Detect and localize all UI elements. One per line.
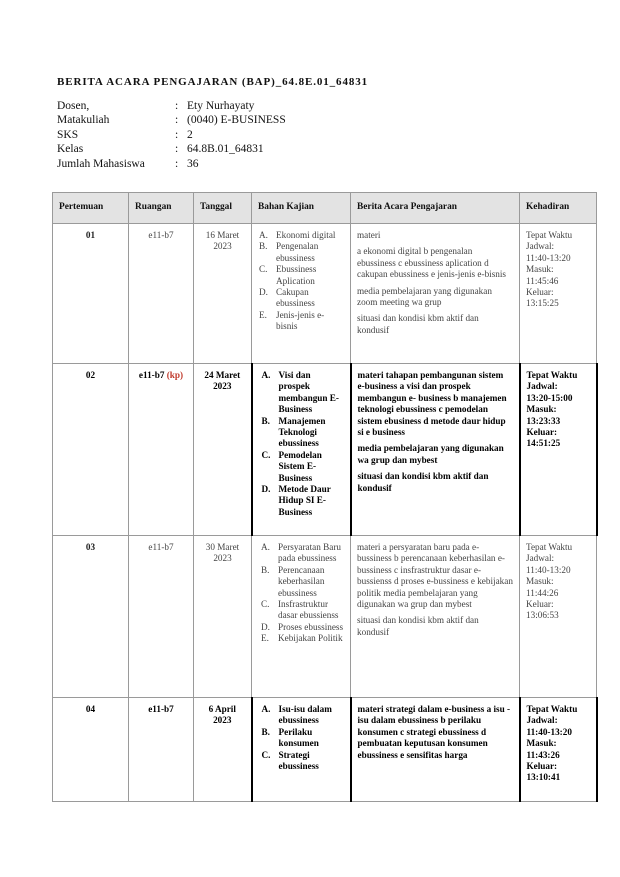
kehadiran-line: Jadwal:	[526, 241, 555, 252]
header-berita-acara: Berita Acara Pengajaran	[351, 193, 520, 224]
cell-berita-acara	[351, 364, 520, 536]
table-row	[53, 364, 597, 536]
kehadiran-line: Keluar:	[526, 287, 554, 298]
meta-value: 2	[187, 128, 193, 141]
berita-paragraph: materi a persyaratan baru pada e-bussiness b perencanaan keberhasilan e-bussiness c insfrastruktur dasar e-bussienss d proses e-bussiness e kebijakan politik media pembelajaran yang digunakan wa grup dan mybest	[357, 542, 513, 610]
meta-colon: :	[175, 114, 179, 127]
cell-pertemuan	[53, 698, 129, 802]
kehadiran-status: Tepat Waktu	[526, 542, 573, 552]
kehadiran-line: 13:20-15:00	[526, 392, 573, 403]
kehadiran-line: 11:43:26	[526, 749, 560, 760]
kehadiran-line: Jadwal:	[526, 715, 558, 726]
kehadiran-line: 11:40-13:20	[526, 564, 571, 575]
cell-kehadiran	[520, 698, 597, 802]
list-item: E. Jenis-jenis e-bisnis	[259, 309, 325, 332]
berita-paragraph: materi	[357, 230, 381, 240]
kehadiran-line: 13:06:53	[526, 610, 559, 621]
pertemuan-number: 03	[85, 542, 96, 552]
berita-paragraph: a ekonomi digital b pengenalan ebussiness c ebussiness aplication d cakupan ebussiness e jenis-jenis e-bisnis	[357, 246, 507, 280]
ruangan-code: e11-b7	[148, 230, 174, 240]
kehadiran-line: Masuk:	[526, 404, 557, 415]
list-item: B. Perencanaan keberhasilan ebussiness	[261, 564, 325, 598]
cell-bahan-kajian	[252, 698, 351, 802]
list-item: B. Manajemen Teknologi ebussiness	[261, 415, 326, 449]
kehadiran-status: Tepat Waktu	[526, 370, 578, 380]
cell-ruangan	[129, 698, 194, 802]
ruangan-code: e11-b7	[138, 370, 165, 380]
bap-table	[52, 192, 598, 802]
cell-bahan-kajian	[252, 224, 351, 364]
kehadiran-line: 13:10:41	[526, 772, 561, 783]
kehadiran-line: Masuk:	[526, 738, 557, 749]
list-item: C. Ebussiness Aplication	[259, 264, 317, 286]
kehadiran-line: 11:44:26	[526, 587, 559, 598]
kehadiran-line: Keluar:	[526, 427, 558, 438]
berita-paragraph: media pembelajaran yang digunakan wa grup dan mybest	[357, 443, 504, 465]
table-header-row	[53, 193, 597, 224]
ruangan-code: e11-b7	[148, 542, 174, 552]
list-item: D. Proses ebussiness	[261, 621, 344, 632]
cell-tanggal	[194, 536, 252, 698]
kehadiran-line: Jadwal:	[526, 553, 555, 564]
list-item: A. Persyaratan Baru pada ebussiness	[261, 542, 342, 564]
meta-colon: :	[175, 157, 179, 170]
meta-label: Matakuliah	[57, 114, 110, 127]
pertemuan-number: 04	[85, 704, 96, 714]
meta-row-dosen	[57, 99, 286, 113]
list-item: B. Pengenalan ebussiness	[259, 241, 319, 263]
kehadiran-line: Jadwal:	[526, 381, 558, 392]
ruangan-code: e11-b7	[148, 704, 174, 714]
cell-bahan-kajian	[252, 536, 351, 698]
meta-value: Ety Nurhayaty	[187, 100, 255, 112]
cell-ruangan	[129, 224, 194, 364]
cell-bahan-kajian	[252, 364, 351, 536]
meta-label: Jumlah Mahasiswa	[57, 157, 145, 170]
list-item: D. Metode Daur Hidup SI E-Business	[261, 484, 331, 517]
kajian-list	[259, 370, 344, 518]
cell-berita-acara	[351, 536, 520, 698]
cell-pertemuan	[53, 536, 129, 698]
cell-ruangan	[129, 364, 194, 536]
kehadiran-line: Masuk:	[526, 576, 554, 587]
table-row	[53, 536, 597, 698]
meta-row-jumlah-mahasiswa	[57, 157, 286, 171]
kehadiran-status: Tepat Waktu	[526, 230, 573, 240]
meta-row-sks	[57, 128, 286, 142]
berita-paragraph: materi tahapan pembangunan sistem e-business a visi dan prospek membangun e- business b manajemen teknologi ebussiness c pemodelan sistem ebusiness d metode daur hidup si e business	[357, 370, 507, 438]
course-info	[57, 99, 286, 171]
meta-colon: :	[175, 100, 179, 112]
cell-kehadiran	[520, 536, 597, 698]
kehadiran-line: 11:40-13:20	[526, 252, 571, 263]
meta-label: Dosen,	[57, 100, 90, 112]
meta-row-kelas	[57, 142, 286, 156]
kehadiran-line: Keluar:	[526, 599, 554, 610]
meta-value: 64.8B.01_64831	[187, 143, 264, 156]
meta-value: 36	[187, 157, 199, 170]
kehadiran-line: Keluar:	[526, 761, 558, 772]
tanggal-date: 16 Maret 2023	[205, 230, 240, 252]
kehadiran-line: 11:45:46	[526, 275, 559, 286]
cell-kehadiran	[520, 224, 597, 364]
pertemuan-number: 01	[85, 230, 96, 240]
meta-value: (0040) E-BUSINESS	[187, 114, 286, 127]
cell-tanggal	[194, 698, 252, 802]
cell-berita-acara	[351, 698, 520, 802]
tanggal-date: 6 April 2023	[208, 704, 236, 726]
pertemuan-number: 02	[85, 370, 96, 380]
kehadiran-line: Masuk:	[526, 264, 554, 275]
list-item: C. Strategi ebussiness	[261, 749, 319, 772]
kehadiran-status: Tepat Waktu	[526, 704, 578, 714]
table-row	[53, 224, 597, 364]
kehadiran-line: 11:40-13:20	[526, 726, 572, 737]
list-item: A. Ekonomi digital	[259, 230, 336, 240]
header-ruangan: Ruangan	[129, 193, 194, 224]
page-title: BERITA ACARA PENGAJARAN (BAP)_64.8E.01_64831	[57, 76, 369, 88]
meta-label: SKS	[57, 128, 79, 141]
list-item: A. Visi dan prospek membangun E-Business	[261, 370, 339, 415]
cell-pertemuan	[53, 224, 129, 364]
header-pertemuan: Pertemuan	[53, 193, 129, 224]
kajian-list	[258, 542, 344, 645]
kehadiran-line: 13:23:33	[526, 415, 561, 426]
list-item: E. Kebijakan Politik	[261, 633, 343, 644]
list-item: C. Insfrastruktur dasar ebussienss	[261, 599, 339, 621]
tanggal-date: 24 Maret 2023	[204, 370, 241, 392]
cell-berita-acara	[351, 224, 520, 364]
kajian-list	[259, 704, 344, 772]
berita-paragraph: situasi dan kondisi kbm aktif dan kondusif	[357, 615, 479, 637]
list-item: A. Isu-isu dalam ebussiness	[261, 704, 332, 726]
tanggal-date: 30 Maret 2023	[205, 542, 240, 564]
berita-paragraph: situasi dan kondisi kbm aktif dan kondusif	[357, 313, 479, 335]
kajian-list	[258, 230, 344, 333]
cell-ruangan	[129, 536, 194, 698]
berita-paragraph: media pembelajaran yang digunakan zoom meeting wa grup	[357, 285, 492, 308]
cell-tanggal	[194, 364, 252, 536]
cell-tanggal	[194, 224, 252, 364]
berita-paragraph: situasi dan kondisi kbm aktif dan kondusif	[357, 471, 489, 493]
list-item: D. Cakupan ebussiness	[259, 287, 315, 309]
meta-colon: :	[175, 143, 179, 156]
list-item: B. Perilaku konsumen	[261, 726, 319, 749]
table-row	[53, 698, 597, 802]
kehadiran-line: 14:51:25	[526, 438, 561, 449]
cell-kehadiran	[520, 364, 597, 536]
ruangan-note: (kp)	[166, 370, 184, 380]
header-kehadiran: Kehadiran	[520, 193, 597, 224]
meta-label: Kelas	[57, 143, 84, 156]
berita-paragraph: materi strategi dalam e-business a isu -isu dalam ebussiness b perilaku konsumen c strategi ebussiness d pembuatan keputusan konsumen ebussiness e sensifitas harga	[357, 704, 511, 760]
meta-row-matakuliah	[57, 113, 286, 127]
list-item: C. Pemodelan Sistem E-Business	[261, 449, 322, 483]
header-tanggal: Tanggal	[194, 193, 252, 224]
header-bahan-kajian: Bahan Kajian	[252, 193, 351, 224]
cell-pertemuan	[53, 364, 129, 536]
kehadiran-line: 13:15:25	[526, 298, 559, 309]
meta-colon: :	[175, 128, 179, 141]
